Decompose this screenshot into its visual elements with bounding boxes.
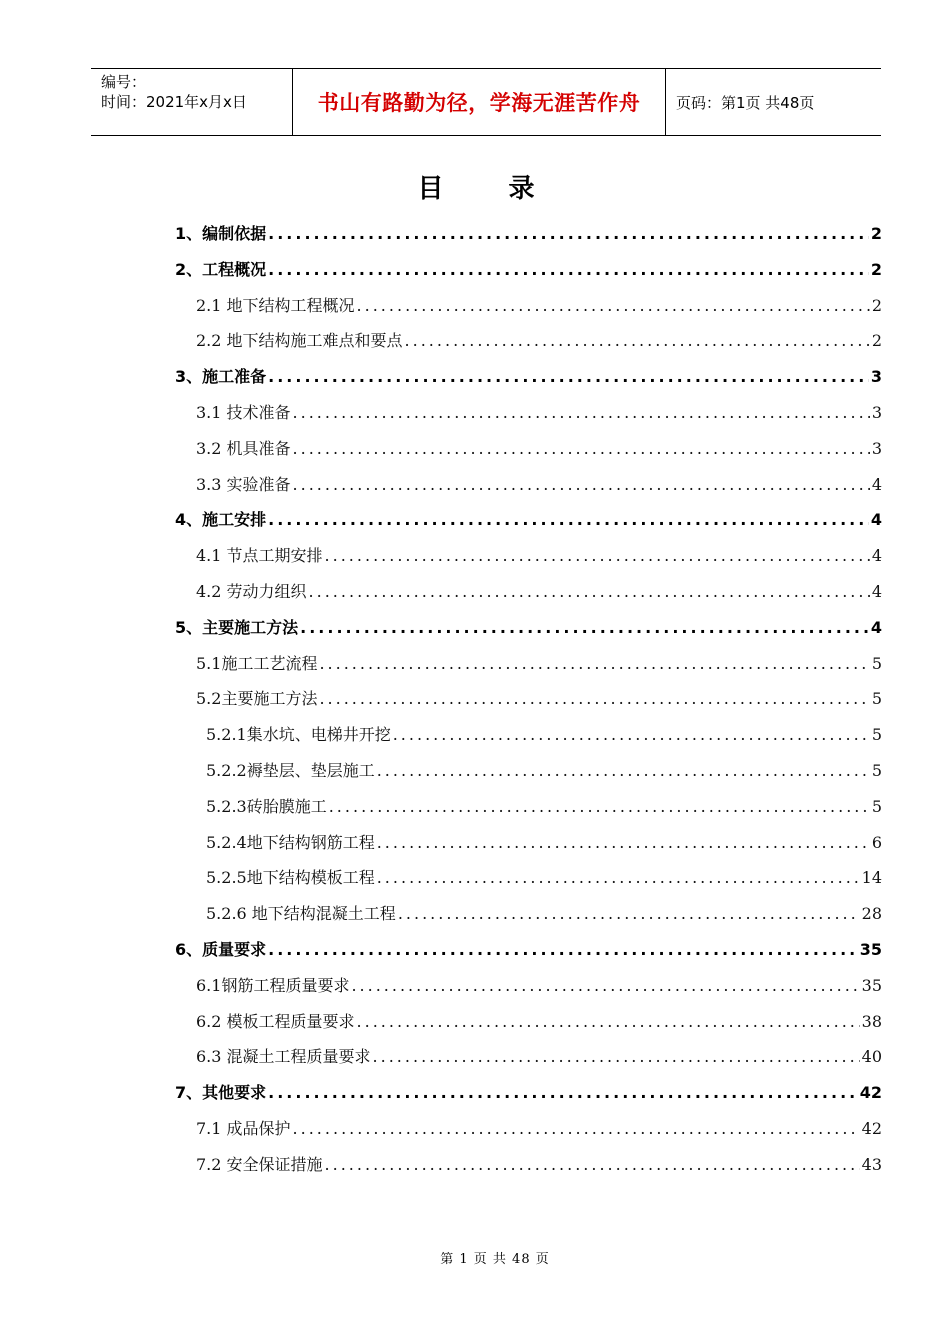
toc-leader-dots (377, 868, 860, 887)
toc-entry[interactable] (175, 400, 882, 436)
toc-entry-label: 4、施工安排 (175, 510, 267, 530)
page-header (91, 68, 881, 136)
toc-leader-dots (325, 1155, 860, 1174)
header-page-info: 页码：第1页 共48页 (676, 93, 815, 112)
toc-entry-page: 3 (870, 367, 882, 387)
toc-leader-dots (357, 1012, 860, 1031)
header-page-cell (666, 69, 881, 135)
toc-entry-page: 2 (870, 259, 882, 279)
toc-entry-label: 3.2 机具准备 (196, 438, 291, 458)
toc-entry-page: 35 (859, 939, 882, 959)
toc-entry[interactable] (175, 794, 882, 830)
toc-entry[interactable] (175, 722, 882, 758)
toc-leader-dots (300, 618, 869, 637)
header-motto: 书山有路勤为径，学海无涯苦作舟 (317, 91, 641, 115)
toc-leader-dots (293, 1119, 860, 1138)
toc-entry[interactable] (175, 758, 882, 794)
toc-entry[interactable] (175, 1116, 882, 1152)
toc-title: 目 录 (417, 174, 563, 204)
toc-entry[interactable] (175, 436, 882, 472)
toc-entry-page: 2 (870, 224, 882, 243)
toc-entry[interactable] (175, 579, 882, 615)
toc-entry-page: 4 (871, 546, 882, 566)
toc-entry-page: 5 (871, 689, 882, 709)
document-time-label: 时间：2021年x月x日 (101, 93, 247, 111)
header-motto-cell (293, 69, 666, 135)
toc-entry-label: 5.2.1集水坑、电梯井开挖 (206, 725, 391, 745)
toc-entry-page: 35 (861, 975, 882, 995)
toc-entry[interactable] (175, 1009, 882, 1045)
toc-entry[interactable] (175, 615, 882, 651)
toc-leader-dots (319, 689, 869, 708)
toc-entry[interactable] (175, 865, 882, 901)
toc-entry-label: 7.1 成品保护 (196, 1118, 291, 1138)
toc-entry[interactable] (175, 973, 882, 1009)
toc-leader-dots (293, 439, 870, 458)
toc-entry-label: 7、其他要求 (175, 1083, 267, 1103)
toc-leader-dots (309, 582, 870, 601)
document-number-label: 编号： (101, 73, 147, 91)
toc-entry-page: 4 (871, 581, 882, 601)
toc-entry-page: 28 (861, 904, 882, 924)
toc-entry[interactable] (175, 507, 882, 543)
toc-entry[interactable] (175, 293, 882, 329)
page-footer: 第 1 页 共 48 页 (440, 1252, 550, 1267)
toc-entry[interactable] (175, 328, 882, 364)
toc-entry-page: 14 (861, 868, 882, 888)
toc-leader-dots (357, 296, 870, 315)
toc-entry-page: 40 (861, 1047, 882, 1067)
toc-leader-dots (268, 510, 869, 529)
toc-leader-dots (377, 833, 870, 852)
toc-entry-label: 3.3 实验准备 (196, 474, 291, 494)
toc-leader-dots (325, 546, 870, 565)
toc-entry-label: 5.2.3砖胎膜施工 (206, 796, 327, 816)
toc-entry[interactable] (175, 364, 882, 400)
toc-leader-dots (377, 761, 870, 780)
toc-leader-dots (393, 725, 870, 744)
toc-entry-page: 5 (871, 760, 882, 780)
toc-entry-page: 4 (870, 617, 882, 637)
toc-leader-dots (268, 260, 869, 279)
toc-entry-label: 6、质量要求 (175, 939, 267, 959)
toc-entry[interactable] (175, 651, 882, 687)
toc-entry[interactable] (175, 221, 882, 257)
toc-entry-page: 5 (871, 725, 882, 745)
toc-entry[interactable] (175, 1152, 882, 1188)
toc-entry[interactable] (175, 1080, 882, 1116)
toc-entry-label: 2.2 地下结构施工难点和要点 (196, 331, 403, 351)
toc-entry[interactable] (175, 901, 882, 937)
toc-entry-label: 2、工程概况 (175, 259, 267, 279)
toc-entry-label: 5.2.5地下结构模板工程 (206, 868, 375, 888)
toc-entry-label: 5.2主要施工方法 (196, 689, 318, 709)
toc-entry[interactable] (175, 543, 882, 579)
toc-entry-page: 42 (861, 1118, 882, 1138)
toc-entry-label: 6.2 模板工程质量要求 (196, 1011, 355, 1031)
toc-entry-page: 2 (871, 295, 882, 315)
toc-leader-dots (373, 1047, 860, 1066)
toc-entry[interactable] (175, 830, 882, 866)
toc-leader-dots (293, 475, 870, 494)
header-meta-cell (91, 69, 293, 135)
toc-entry-page: 5 (871, 796, 882, 816)
toc-leader-dots (268, 367, 869, 386)
toc-entry[interactable] (175, 257, 882, 293)
toc-entry-page: 6 (871, 832, 882, 852)
toc-entry[interactable] (175, 686, 882, 722)
toc-leader-dots (268, 1083, 858, 1102)
toc-entry-page: 4 (870, 510, 882, 530)
toc-entry[interactable] (175, 1044, 882, 1080)
toc-leader-dots (319, 654, 869, 673)
toc-entry-label: 2.1 地下结构工程概况 (196, 295, 355, 315)
toc-entry-page: 3 (871, 402, 882, 422)
toc-entry-label: 5、主要施工方法 (175, 617, 299, 637)
toc-entry-page: 42 (859, 1083, 882, 1103)
toc-entry-page: 43 (861, 1154, 882, 1174)
toc-leader-dots (268, 224, 869, 243)
toc-leader-dots (351, 976, 859, 995)
toc-entry-label: 5.2.6 地下结构混凝土工程 (206, 904, 396, 924)
toc-entry-label: 5.2.2褥垫层、垫层施工 (206, 760, 375, 780)
toc-entry-label: 5.1施工工艺流程 (196, 653, 318, 673)
toc-entry-label: 6.1钢筋工程质量要求 (196, 975, 350, 995)
toc-entry-page: 4 (871, 474, 882, 494)
toc-entry-page: 38 (861, 1011, 882, 1031)
toc-entry-page: 5 (871, 653, 882, 673)
toc-leader-dots (293, 403, 870, 422)
toc-entry-page: 2 (871, 331, 882, 351)
toc-entry[interactable] (175, 472, 882, 508)
toc-entry-label: 7.2 安全保证措施 (196, 1154, 323, 1174)
toc-entry-page: 3 (871, 438, 882, 458)
toc-leader-dots (398, 904, 860, 923)
toc-entry-label: 3.1 技术准备 (196, 402, 291, 422)
toc-entry[interactable] (175, 937, 882, 973)
toc-entry-label: 4.1 节点工期安排 (196, 546, 323, 566)
toc-entry-label: 6.3 混凝土工程质量要求 (196, 1047, 371, 1067)
toc-entry-label: 1、编制依据 (175, 224, 267, 243)
table-of-contents (175, 221, 882, 1188)
toc-entry-label: 3、施工准备 (175, 367, 267, 387)
toc-entry-label: 4.2 劳动力组织 (196, 581, 307, 601)
toc-leader-dots (329, 797, 870, 816)
toc-entry-label: 5.2.4地下结构钢筋工程 (206, 832, 375, 852)
toc-leader-dots (405, 331, 870, 350)
toc-leader-dots (268, 940, 858, 959)
